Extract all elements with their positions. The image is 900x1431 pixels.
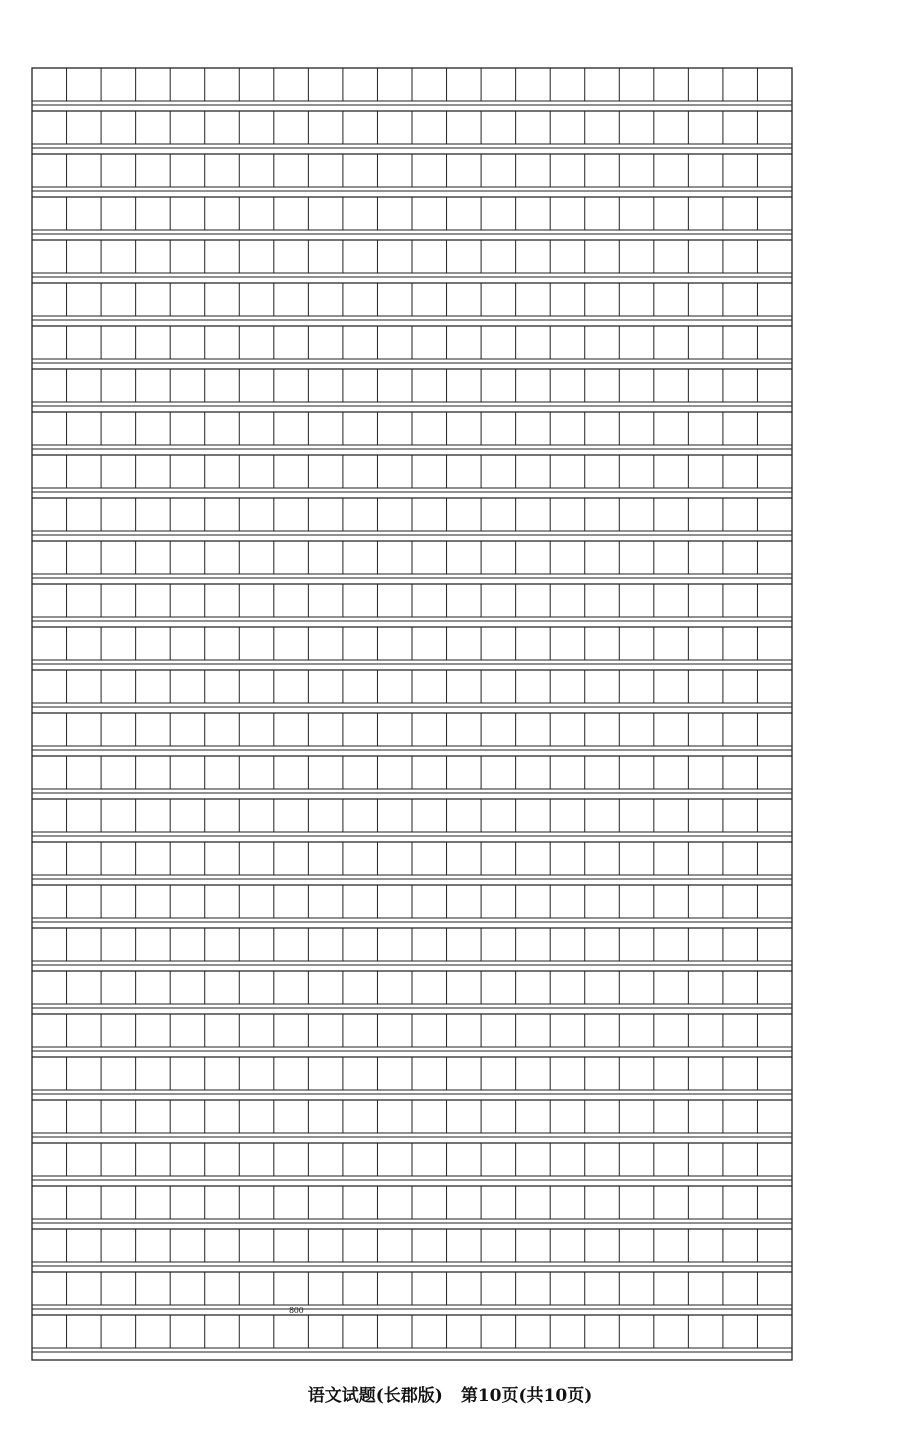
exam-subject-label: 语文试题(长郡版) — [307, 1386, 443, 1406]
page-footer — [0, 1381, 900, 1406]
page-number-label: 第10页(共10页) — [460, 1386, 593, 1406]
word-count-marker: 800 — [289, 1306, 304, 1315]
